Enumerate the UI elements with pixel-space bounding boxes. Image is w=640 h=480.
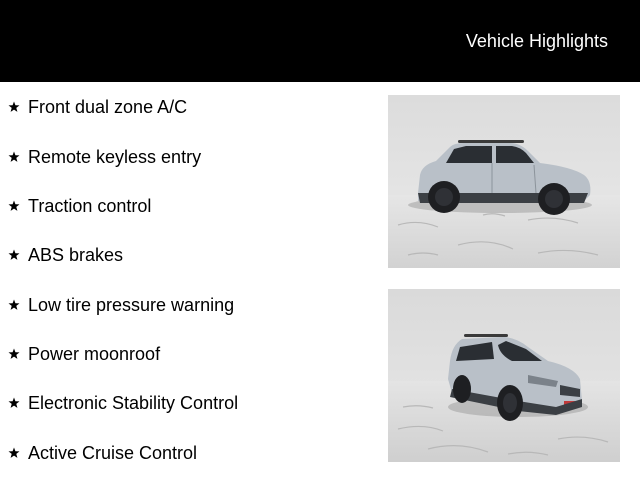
star-icon: [8, 348, 20, 360]
page-title: Vehicle Highlights: [465, 31, 608, 51]
star-icon: [8, 200, 20, 212]
feature-item: [8, 342, 160, 366]
feature-item: [8, 441, 197, 465]
feature-item: [8, 95, 187, 119]
suv-front-image: [388, 289, 620, 462]
feature-label: Low tire pressure warning: [28, 294, 235, 315]
feature-item: [8, 293, 234, 317]
feature-label: Front dual zone A/C: [28, 96, 188, 117]
feature-item: [8, 391, 238, 415]
feature-label: ABS brakes: [28, 244, 124, 265]
feature-item: [8, 194, 151, 218]
star-icon: [8, 101, 20, 113]
feature-label: Traction control: [28, 195, 152, 216]
star-icon: [8, 249, 20, 261]
star-icon: [8, 151, 20, 163]
feature-label: Power moonroof: [28, 343, 161, 364]
star-icon: [8, 397, 20, 409]
vehicle-photo-side: [388, 95, 620, 268]
suv-side-image: [388, 95, 620, 268]
feature-item: [8, 243, 123, 267]
vehicle-photo-front: [388, 289, 620, 462]
star-icon: [8, 447, 20, 459]
feature-label: Remote keyless entry: [28, 146, 202, 167]
feature-label: Active Cruise Control: [28, 442, 198, 463]
star-icon: [8, 299, 20, 311]
feature-label: Electronic Stability Control: [28, 392, 239, 413]
feature-item: [8, 145, 201, 169]
